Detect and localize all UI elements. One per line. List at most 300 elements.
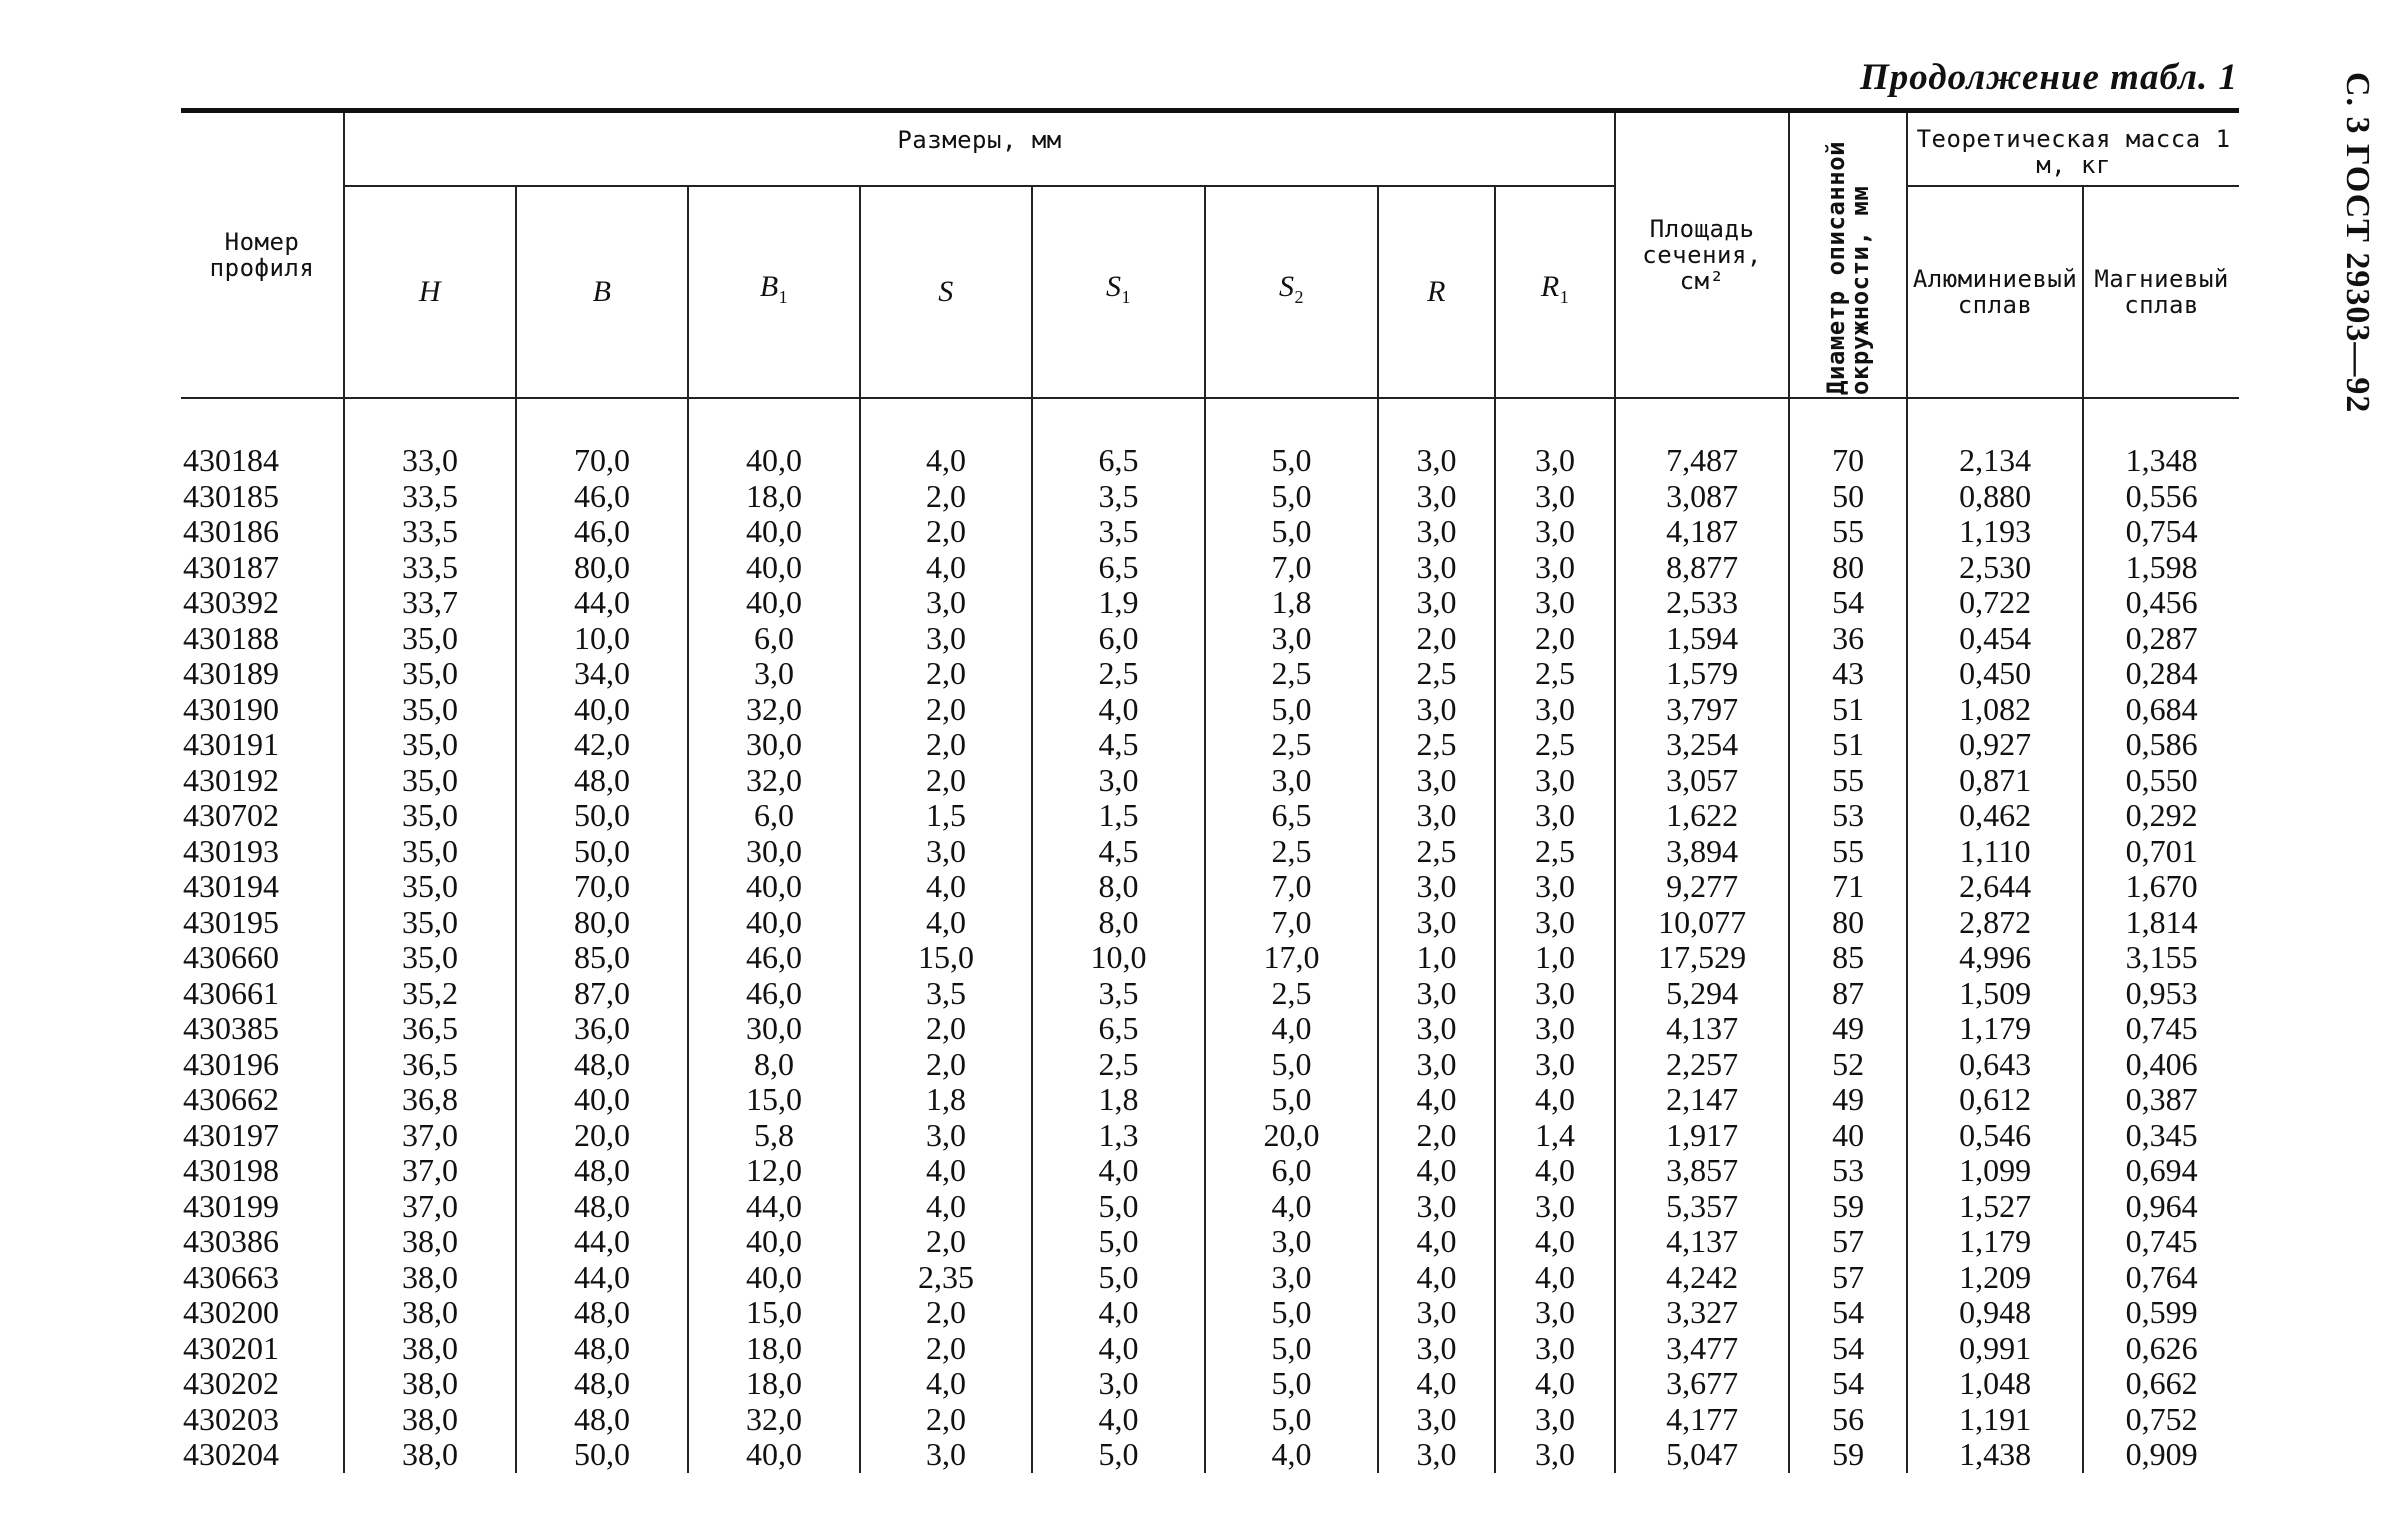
cell-R: 4,0 [1378, 1224, 1495, 1260]
cell-mass-aluminium: 0,450 [1907, 656, 2083, 692]
cell-R1: 3,0 [1495, 1402, 1615, 1438]
cell-R: 3,0 [1378, 905, 1495, 941]
cell-S: 3,0 [860, 585, 1032, 621]
cell-mass-aluminium: 1,179 [1907, 1224, 2083, 1260]
cell-H: 33,0 [344, 398, 516, 479]
cell-S2: 1,8 [1205, 585, 1378, 621]
cell-H: 33,7 [344, 585, 516, 621]
cell-diameter: 52 [1789, 1047, 1907, 1083]
cell-S: 2,0 [860, 727, 1032, 763]
cell-S: 3,0 [860, 1118, 1032, 1154]
table-row [181, 585, 2239, 621]
cell-R: 4,0 [1378, 1366, 1495, 1402]
table-row [181, 1437, 2239, 1473]
cell-S: 4,0 [860, 1153, 1032, 1189]
cell-H: 35,0 [344, 905, 516, 941]
cell-diameter: 50 [1789, 479, 1907, 515]
cell-area: 4,242 [1615, 1260, 1789, 1296]
cell-mass-magnesium: 1,670 [2083, 869, 2239, 905]
cell-H: 33,5 [344, 514, 516, 550]
cell-S2: 5,0 [1205, 1331, 1378, 1367]
cell-S1: 2,5 [1032, 1047, 1205, 1083]
cell-R1: 1,4 [1495, 1118, 1615, 1154]
header-area: Площадь сечения, см² [1615, 111, 1789, 399]
cell-profile-number: 430190 [183, 690, 279, 727]
cell-S2: 7,0 [1205, 905, 1378, 941]
cell-mass-magnesium: 1,598 [2083, 550, 2239, 586]
cell-H: 33,5 [344, 479, 516, 515]
cell-S1: 8,0 [1032, 869, 1205, 905]
cell-S1: 1,9 [1032, 585, 1205, 621]
cell-B1: 30,0 [688, 1011, 860, 1047]
continuation-caption: Продолжение табл. 1 [1860, 57, 2238, 98]
cell-diameter: 55 [1789, 763, 1907, 799]
cell-mass-magnesium: 3,155 [2083, 940, 2239, 976]
cell-H: 35,0 [344, 692, 516, 728]
header-R: R [1378, 186, 1495, 398]
cell-S1: 4,0 [1032, 1295, 1205, 1331]
cell-diameter: 53 [1789, 798, 1907, 834]
cell-B1: 40,0 [688, 1224, 860, 1260]
cell-R1: 4,0 [1495, 1082, 1615, 1118]
cell-S1: 3,5 [1032, 514, 1205, 550]
table-row [181, 869, 2239, 905]
cell-S2: 5,0 [1205, 514, 1378, 550]
cell-S2: 5,0 [1205, 1047, 1378, 1083]
cell-B: 50,0 [516, 1437, 688, 1473]
cell-B: 44,0 [516, 585, 688, 621]
cell-mass-aluminium: 1,438 [1907, 1437, 2083, 1473]
cell-mass-aluminium: 2,872 [1907, 905, 2083, 941]
cell-S2: 7,0 [1205, 550, 1378, 586]
cell-S: 3,5 [860, 976, 1032, 1012]
cell-R1: 4,0 [1495, 1153, 1615, 1189]
header-B1 [688, 186, 860, 398]
cell-H: 35,0 [344, 940, 516, 976]
cell-B1: 40,0 [688, 550, 860, 586]
cell-diameter: 55 [1789, 834, 1907, 870]
cell-R1: 3,0 [1495, 514, 1615, 550]
cell-area: 4,187 [1615, 514, 1789, 550]
cell-B: 48,0 [516, 1295, 688, 1331]
cell-R1: 3,0 [1495, 585, 1615, 621]
cell-B1: 40,0 [688, 585, 860, 621]
cell-diameter: 54 [1789, 1331, 1907, 1367]
cell-R: 3,0 [1378, 1331, 1495, 1367]
page-standard-label: С. 3 ГОСТ 29303—92 [2339, 72, 2376, 414]
cell-R1: 4,0 [1495, 1366, 1615, 1402]
cell-R: 3,0 [1378, 550, 1495, 586]
cell-H: 35,0 [344, 869, 516, 905]
cell-R: 3,0 [1378, 1047, 1495, 1083]
cell-S: 1,8 [860, 1082, 1032, 1118]
header-diameter [1789, 111, 1907, 399]
cell-mass-aluminium: 1,527 [1907, 1189, 2083, 1225]
cell-B1: 3,0 [688, 656, 860, 692]
cell-B1: 30,0 [688, 834, 860, 870]
cell-S: 2,0 [860, 479, 1032, 515]
table-row [181, 1118, 2239, 1154]
cell-S: 2,0 [860, 1224, 1032, 1260]
cell-S: 4,0 [860, 905, 1032, 941]
cell-B: 40,0 [516, 692, 688, 728]
cell-S1: 4,0 [1032, 692, 1205, 728]
cell-B1: 40,0 [688, 1260, 860, 1296]
table-row [181, 727, 2239, 763]
cell-B1: 40,0 [688, 905, 860, 941]
cell-H: 35,0 [344, 656, 516, 692]
table-row [181, 1011, 2239, 1047]
cell-S: 2,0 [860, 656, 1032, 692]
cell-mass-aluminium: 0,643 [1907, 1047, 2083, 1083]
cell-diameter: 59 [1789, 1437, 1907, 1473]
cell-S2: 6,0 [1205, 1153, 1378, 1189]
cell-area: 3,857 [1615, 1153, 1789, 1189]
cell-R1: 3,0 [1495, 1437, 1615, 1473]
cell-S1: 5,0 [1032, 1189, 1205, 1225]
cell-area: 8,877 [1615, 550, 1789, 586]
cell-profile-number: 430184 [183, 442, 279, 478]
cell-B1: 32,0 [688, 692, 860, 728]
cell-area: 7,487 [1615, 398, 1789, 479]
cell-area: 5,047 [1615, 1437, 1789, 1473]
table-row [181, 1295, 2239, 1331]
header-R1-symbol: R [1540, 270, 1560, 303]
cell-B: 48,0 [516, 763, 688, 799]
cell-S: 1,5 [860, 798, 1032, 834]
cell-S2: 5,0 [1205, 398, 1378, 479]
cell-diameter: 36 [1789, 621, 1907, 657]
cell-R1: 3,0 [1495, 1047, 1615, 1083]
cell-S: 4,0 [860, 1189, 1032, 1225]
cell-B1: 5,8 [688, 1118, 860, 1154]
cell-S2: 5,0 [1205, 1082, 1378, 1118]
cell-S1: 4,5 [1032, 727, 1205, 763]
cell-mass-magnesium: 0,745 [2083, 1224, 2239, 1260]
cell-R1: 3,0 [1495, 869, 1615, 905]
cell-S2: 20,0 [1205, 1118, 1378, 1154]
cell-profile-number: 430187 [183, 548, 279, 585]
cell-S2: 5,0 [1205, 479, 1378, 515]
cell-profile-number: 430191 [183, 726, 279, 762]
cell-S1: 3,0 [1032, 763, 1205, 799]
cell-mass-aluminium: 1,082 [1907, 692, 2083, 728]
cell-R1: 3,0 [1495, 798, 1615, 834]
table-row [181, 550, 2239, 586]
cell-S1: 8,0 [1032, 905, 1205, 941]
cell-B: 85,0 [516, 940, 688, 976]
cell-diameter: 53 [1789, 1153, 1907, 1189]
table-row [181, 1224, 2239, 1260]
header-H: H [344, 186, 516, 398]
header-S2-symbol: S [1279, 270, 1295, 303]
header-S1-sub: 1 [1121, 287, 1131, 307]
cell-profile-number: 430200 [183, 1294, 279, 1330]
table-row [181, 479, 2239, 515]
header-S1 [1032, 186, 1205, 398]
cell-B1: 15,0 [688, 1082, 860, 1118]
table-row [181, 1153, 2239, 1189]
cell-mass-aluminium: 0,991 [1907, 1331, 2083, 1367]
cell-R: 3,0 [1378, 798, 1495, 834]
cell-S1: 6,5 [1032, 398, 1205, 479]
cell-diameter: 49 [1789, 1011, 1907, 1047]
cell-R: 3,0 [1378, 1437, 1495, 1473]
cell-mass-aluminium: 1,191 [1907, 1402, 2083, 1438]
cell-R: 3,0 [1378, 1011, 1495, 1047]
header-S1-symbol: S [1106, 270, 1122, 303]
cell-diameter: 57 [1789, 1260, 1907, 1296]
cell-diameter: 57 [1789, 1224, 1907, 1260]
cell-R1: 3,0 [1495, 1189, 1615, 1225]
cell-B: 48,0 [516, 1402, 688, 1438]
cell-B1: 18,0 [688, 1366, 860, 1402]
cell-mass-aluminium: 0,948 [1907, 1295, 2083, 1331]
header-magnesium: Магниевый сплав [2083, 186, 2239, 398]
cell-area: 4,137 [1615, 1011, 1789, 1047]
cell-mass-aluminium: 0,454 [1907, 621, 2083, 657]
cell-R: 2,5 [1378, 834, 1495, 870]
cell-mass-aluminium: 1,193 [1907, 514, 2083, 550]
cell-B: 87,0 [516, 976, 688, 1012]
cell-H: 38,0 [344, 1402, 516, 1438]
cell-mass-magnesium: 0,909 [2083, 1437, 2239, 1473]
cell-S1: 1,5 [1032, 798, 1205, 834]
table-row [181, 1047, 2239, 1083]
cell-R1: 3,0 [1495, 905, 1615, 941]
cell-R1: 3,0 [1495, 479, 1615, 515]
cell-S1: 1,3 [1032, 1118, 1205, 1154]
cell-mass-magnesium: 0,694 [2083, 1153, 2239, 1189]
cell-mass-aluminium: 0,927 [1907, 727, 2083, 763]
cell-mass-aluminium: 1,209 [1907, 1260, 2083, 1296]
table-row [181, 692, 2239, 728]
cell-mass-aluminium: 2,644 [1907, 869, 2083, 905]
cell-H: 36,5 [344, 1011, 516, 1047]
cell-mass-aluminium: 2,134 [1907, 398, 2083, 479]
cell-B: 34,0 [516, 656, 688, 692]
cell-S1: 1,8 [1032, 1082, 1205, 1118]
table-header [181, 111, 2239, 399]
cell-H: 38,0 [344, 1366, 516, 1402]
cell-profile-number: 430196 [183, 1045, 279, 1082]
cell-R1: 3,0 [1495, 1011, 1615, 1047]
cell-diameter: 85 [1789, 940, 1907, 976]
cell-R: 4,0 [1378, 1082, 1495, 1118]
cell-mass-magnesium: 1,814 [2083, 905, 2239, 941]
cell-S2: 17,0 [1205, 940, 1378, 976]
cell-S1: 4,0 [1032, 1331, 1205, 1367]
cell-H: 35,0 [344, 798, 516, 834]
cell-R: 3,0 [1378, 1189, 1495, 1225]
cell-area: 3,327 [1615, 1295, 1789, 1331]
cell-profile-number: 430662 [183, 1081, 279, 1117]
cell-B1: 30,0 [688, 727, 860, 763]
cell-diameter: 40 [1789, 1118, 1907, 1154]
cell-H: 38,0 [344, 1295, 516, 1331]
cell-B: 70,0 [516, 869, 688, 905]
cell-H: 36,5 [344, 1047, 516, 1083]
cell-S2: 3,0 [1205, 621, 1378, 657]
cell-B: 36,0 [516, 1011, 688, 1047]
cell-R1: 2,5 [1495, 656, 1615, 692]
cell-mass-magnesium: 0,406 [2083, 1047, 2239, 1083]
cell-B1: 46,0 [688, 976, 860, 1012]
cell-H: 35,0 [344, 834, 516, 870]
cell-diameter: 43 [1789, 656, 1907, 692]
cell-profile-number: 430663 [183, 1258, 279, 1295]
cell-S: 2,0 [860, 1047, 1032, 1083]
cell-S2: 5,0 [1205, 692, 1378, 728]
cell-R1: 2,5 [1495, 727, 1615, 763]
cell-S: 3,0 [860, 834, 1032, 870]
cell-S: 4,0 [860, 550, 1032, 586]
cell-R1: 3,0 [1495, 692, 1615, 728]
cell-mass-magnesium: 0,456 [2083, 585, 2239, 621]
cell-B1: 15,0 [688, 1295, 860, 1331]
cell-R1: 2,5 [1495, 834, 1615, 870]
cell-H: 37,0 [344, 1153, 516, 1189]
cell-B1: 32,0 [688, 1402, 860, 1438]
cell-R1: 3,0 [1495, 763, 1615, 799]
cell-profile-number: 430188 [183, 619, 279, 656]
cell-H: 35,0 [344, 621, 516, 657]
cell-mass-magnesium: 0,953 [2083, 976, 2239, 1012]
cell-S2: 2,5 [1205, 656, 1378, 692]
cell-S: 4,0 [860, 398, 1032, 479]
table-row [181, 398, 2239, 479]
cell-S2: 6,5 [1205, 798, 1378, 834]
cell-diameter: 54 [1789, 1295, 1907, 1331]
cell-S2: 2,5 [1205, 834, 1378, 870]
table-body [181, 398, 2239, 1473]
cell-S: 3,0 [860, 621, 1032, 657]
cell-B: 44,0 [516, 1260, 688, 1296]
cell-area: 3,894 [1615, 834, 1789, 870]
cell-S1: 4,0 [1032, 1153, 1205, 1189]
cell-B1: 6,0 [688, 621, 860, 657]
cell-profile-number: 430193 [183, 832, 279, 869]
cell-R1: 3,0 [1495, 550, 1615, 586]
table-row [181, 763, 2239, 799]
cell-B1: 40,0 [688, 514, 860, 550]
cell-S2: 5,0 [1205, 1366, 1378, 1402]
cell-B1: 44,0 [688, 1189, 860, 1225]
cell-S1: 4,5 [1032, 834, 1205, 870]
cell-mass-magnesium: 0,754 [2083, 514, 2239, 550]
cell-B: 80,0 [516, 905, 688, 941]
cell-S: 2,35 [860, 1260, 1032, 1296]
cell-B: 70,0 [516, 398, 688, 479]
cell-S1: 6,0 [1032, 621, 1205, 657]
cell-profile-number: 430202 [183, 1365, 279, 1401]
cell-mass-aluminium: 0,871 [1907, 763, 2083, 799]
cell-profile-number: 430660 [183, 939, 279, 975]
cell-H: 37,0 [344, 1189, 516, 1225]
header-profile-number: Номер профиля [181, 111, 344, 399]
cell-S: 2,0 [860, 763, 1032, 799]
cell-area: 3,087 [1615, 479, 1789, 515]
cell-R: 4,0 [1378, 1260, 1495, 1296]
cell-R: 3,0 [1378, 1402, 1495, 1438]
header-diameter-text: Диаметр описанной окружности, мм [1822, 140, 1875, 395]
cell-S2: 7,0 [1205, 869, 1378, 905]
cell-S1: 5,0 [1032, 1224, 1205, 1260]
cell-B: 48,0 [516, 1366, 688, 1402]
cell-B1: 8,0 [688, 1047, 860, 1083]
cell-profile-number: 430197 [183, 1116, 279, 1153]
cell-profile-number: 430392 [183, 584, 279, 620]
cell-R: 3,0 [1378, 398, 1495, 479]
cell-R1: 4,0 [1495, 1224, 1615, 1260]
header-B: B [516, 186, 688, 398]
header-aluminium: Алюминиевый сплав [1907, 186, 2083, 398]
table-row [181, 798, 2239, 834]
cell-B: 44,0 [516, 1224, 688, 1260]
cell-diameter: 54 [1789, 585, 1907, 621]
header-mass-group: Теоретическая масса 1 м, кг [1907, 111, 2239, 187]
table-row [181, 1189, 2239, 1225]
cell-S2: 2,5 [1205, 727, 1378, 763]
cell-area: 3,057 [1615, 763, 1789, 799]
cell-S1: 4,0 [1032, 1402, 1205, 1438]
table-row [181, 621, 2239, 657]
cell-diameter: 54 [1789, 1366, 1907, 1402]
header-S: S [860, 186, 1032, 398]
cell-R1: 3,0 [1495, 1295, 1615, 1331]
cell-B1: 6,0 [688, 798, 860, 834]
cell-profile-number: 430186 [183, 513, 279, 549]
cell-diameter: 51 [1789, 727, 1907, 763]
cell-area: 4,137 [1615, 1224, 1789, 1260]
cell-R: 3,0 [1378, 514, 1495, 550]
cell-B: 48,0 [516, 1189, 688, 1225]
cell-area: 5,357 [1615, 1189, 1789, 1225]
cell-profile-number: 430199 [183, 1187, 279, 1224]
cell-mass-aluminium: 0,880 [1907, 479, 2083, 515]
table-row [181, 1366, 2239, 1402]
cell-R: 3,0 [1378, 585, 1495, 621]
cell-S1: 6,5 [1032, 550, 1205, 586]
cell-area: 2,257 [1615, 1047, 1789, 1083]
cell-mass-magnesium: 0,764 [2083, 1260, 2239, 1296]
cell-area: 10,077 [1615, 905, 1789, 941]
cell-area: 3,254 [1615, 727, 1789, 763]
cell-R: 3,0 [1378, 479, 1495, 515]
cell-B1: 40,0 [688, 398, 860, 479]
cell-R: 1,0 [1378, 940, 1495, 976]
cell-B: 48,0 [516, 1047, 688, 1083]
cell-area: 17,529 [1615, 940, 1789, 976]
header-R1 [1495, 186, 1615, 398]
cell-H: 35,0 [344, 763, 516, 799]
cell-diameter: 80 [1789, 905, 1907, 941]
cell-profile-number: 430386 [183, 1223, 279, 1259]
cell-profile-number: 430192 [183, 761, 279, 798]
cell-mass-magnesium: 0,292 [2083, 798, 2239, 834]
cell-S1: 3,0 [1032, 1366, 1205, 1402]
cell-area: 9,277 [1615, 869, 1789, 905]
cell-H: 38,0 [344, 1224, 516, 1260]
profile-table [181, 108, 2239, 1473]
cell-mass-aluminium: 0,546 [1907, 1118, 2083, 1154]
cell-S1: 5,0 [1032, 1260, 1205, 1296]
cell-R: 2,5 [1378, 727, 1495, 763]
cell-profile-number: 430702 [183, 797, 279, 833]
cell-mass-aluminium: 1,509 [1907, 976, 2083, 1012]
cell-profile-number: 430189 [183, 655, 279, 691]
cell-mass-magnesium: 0,586 [2083, 727, 2239, 763]
